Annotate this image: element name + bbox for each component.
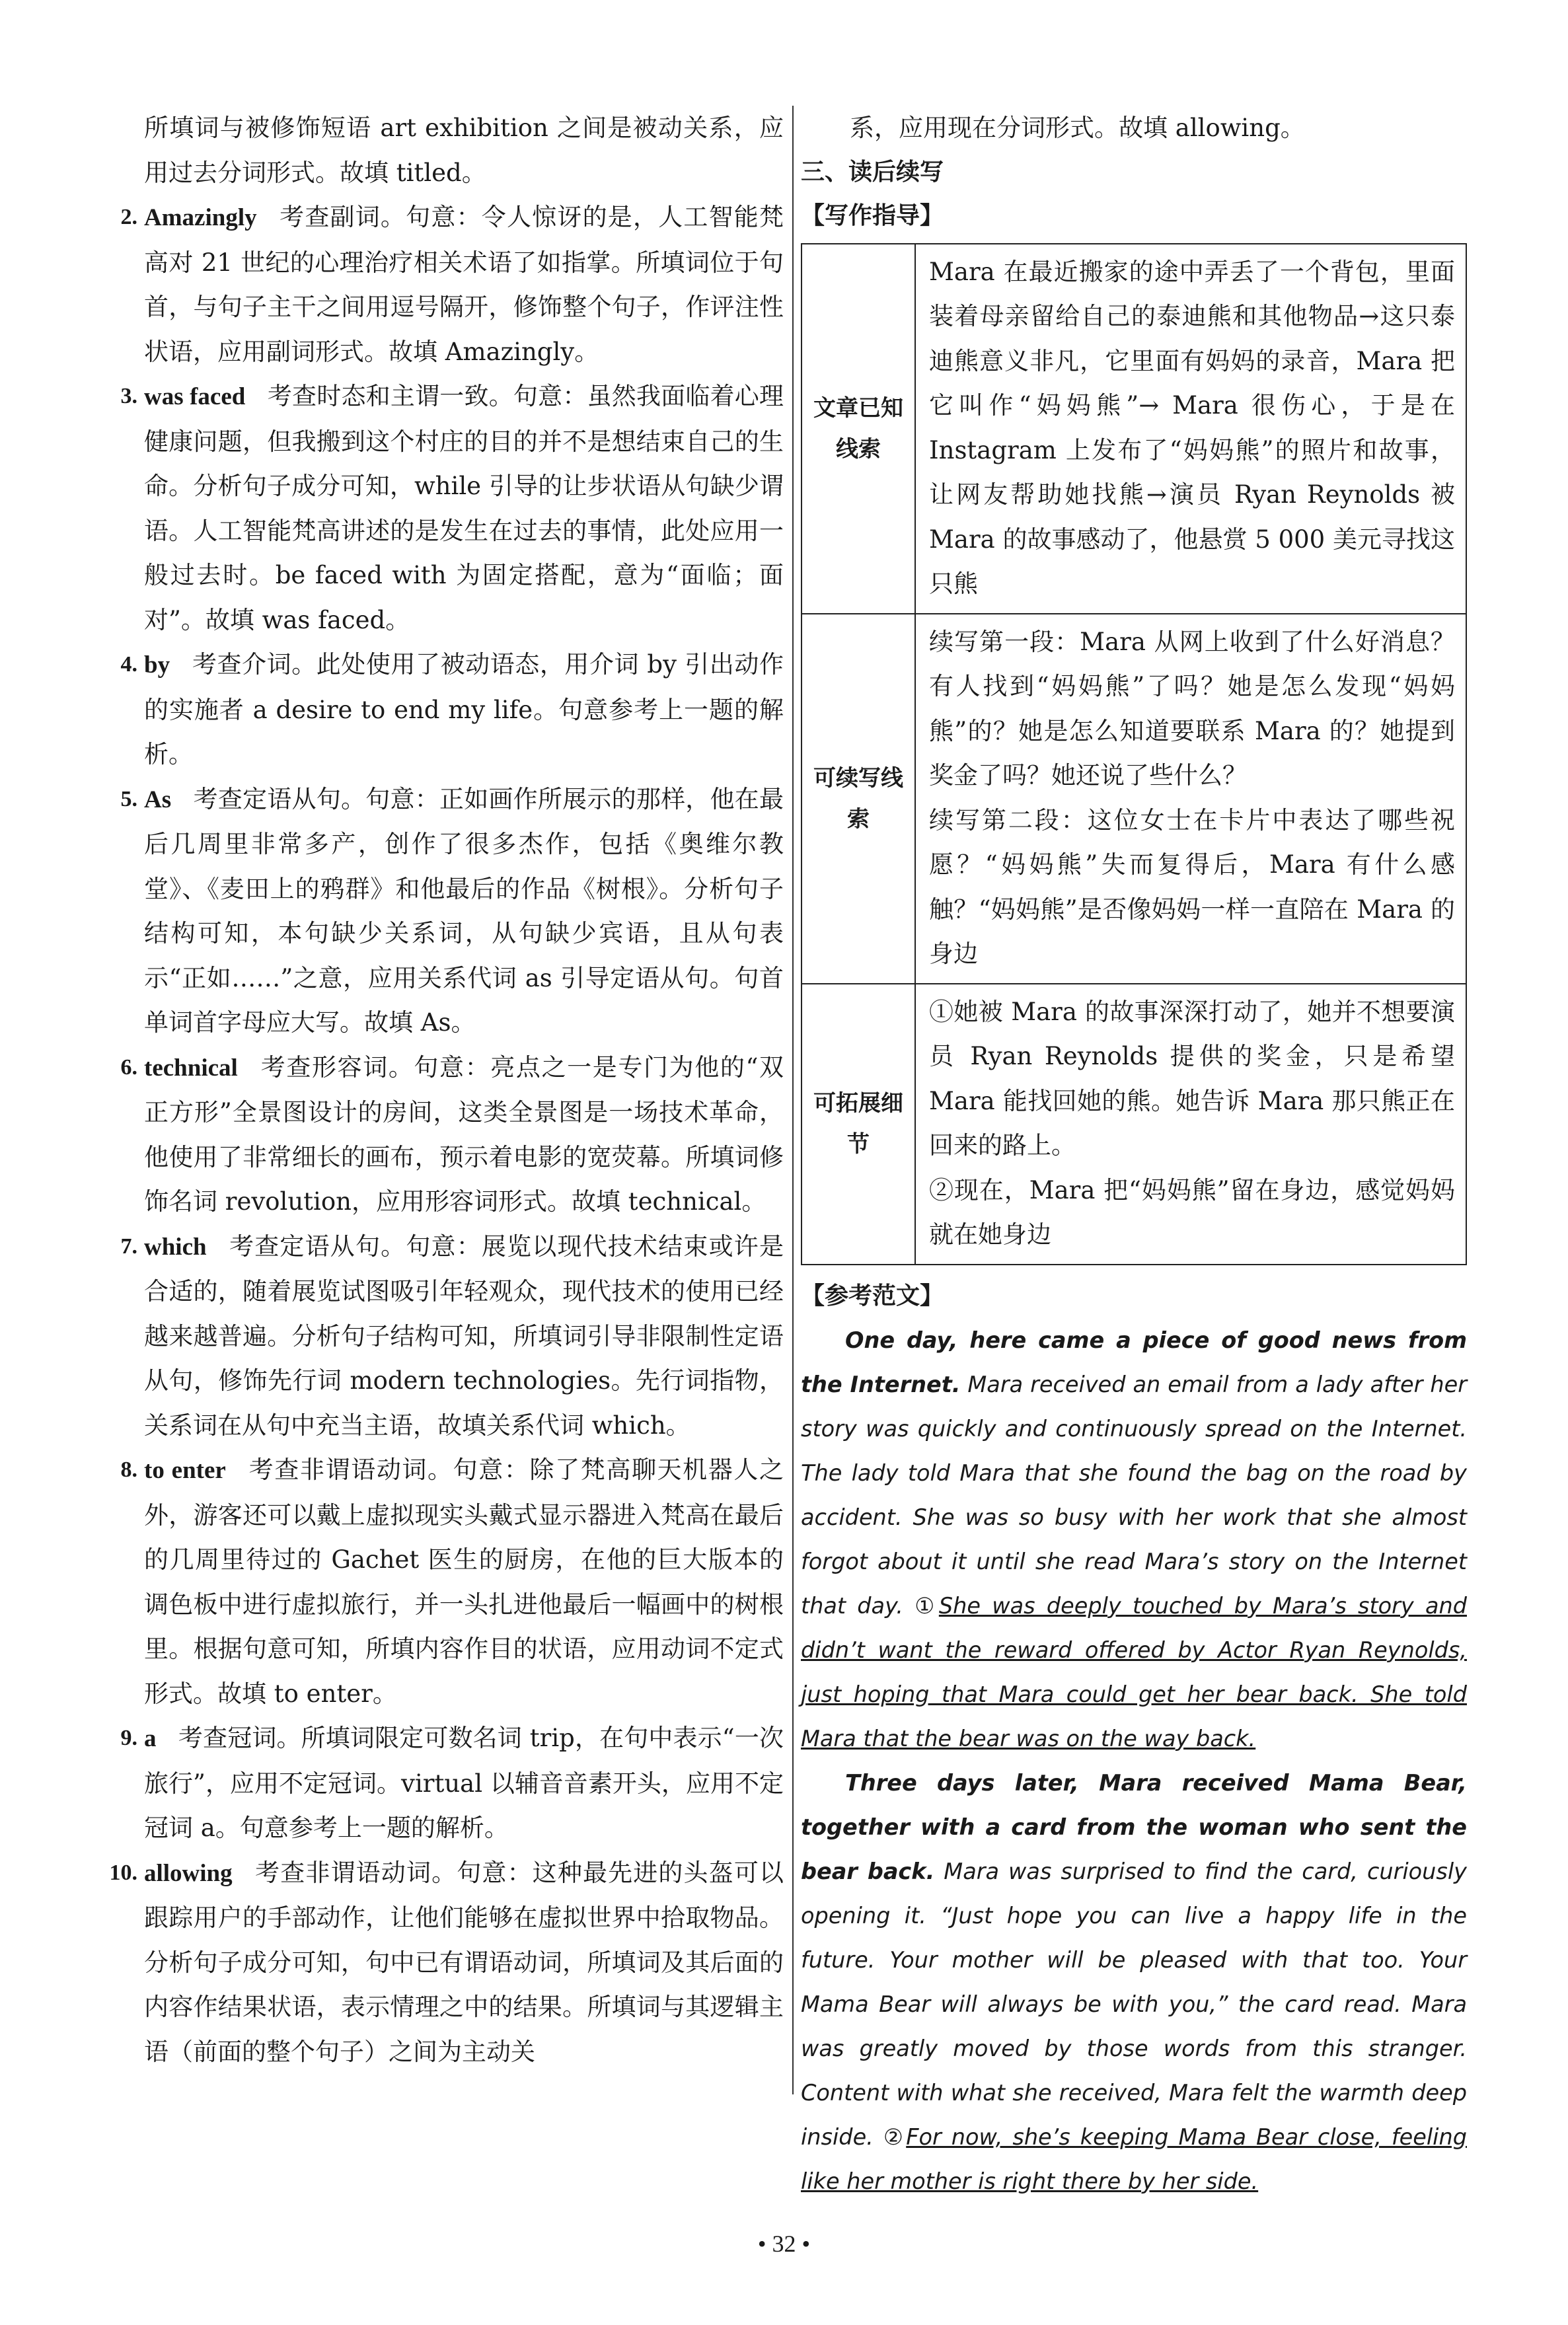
underlined-sentence: For now, she’s keeping Mama Bear close, feeling like her mother is right there by her side. — [801, 2123, 1467, 2194]
row-label: 可拓展细节 — [802, 984, 915, 1265]
explanation: 考查介词。此处使用了被动语态，用介词 by 引出动作的实施者 a desire to end my life。句意参考上一题的解析。 — [144, 650, 784, 768]
explanation: 考查定语从句。句意：正如画作所展示的那样，他在最后几周里非常多产，创作了很多杰作，包括《奥维尔教堂》、《麦田上的鸦群》和他最后的作品《树根》。分析句子结构可知，本句缺少关系词，从句缺少宾语，且从句表示“正如……”之意，应用关系代词 as 引导定语从句。句首单词首字母应大写。故填 As。 — [144, 784, 784, 1037]
item-number: 7. — [120, 1234, 137, 1259]
answer-item-3 — [106, 374, 784, 642]
explanation: 考查非谓语动词。句意：这种最先进的头盔可以跟踪用户的手部动作，让他们能够在虚拟世界中拾取物品。分析句子成分可知，句中已有谓语动词，所填词及其后面的内容作结果状语，表示情理之中的结果。所填词与其逻辑主语（前面的整个句子）之间为主动关 — [144, 1858, 784, 2066]
continuation-text: 系，应用现在分词形式。故填 allowing。 — [850, 114, 1305, 142]
answer-item-10 — [106, 1851, 784, 2075]
left-column — [106, 106, 784, 2074]
item-number: 3. — [120, 384, 137, 408]
answer-word: allowing — [144, 1859, 233, 1887]
paragraph-body: Mara was surprised to find the card, curiously opening it. “Just hope you can live a happy life in the future. Your mother will be pleased with that too. Your Mama Bear will always be with you,” the card read. Mara was greatly moved by those words from this stranger. Content with what she received, Mara felt the warmth deep inside. ② — [801, 1858, 1467, 2150]
answer-item-4 — [106, 642, 784, 777]
answer-item-2 — [106, 195, 784, 374]
sample-paragraph-1 — [801, 1318, 1467, 1761]
item-number: 4. — [120, 652, 137, 677]
answer-word: was faced — [144, 383, 246, 410]
row-text: 续写第二段：这位女士在卡片中表达了哪些祝愿？“妈妈熊”失而复得后，Mara 有什么感触？“妈妈熊”是否像妈妈一样一直陪在 Mara 的身边 — [929, 805, 1455, 968]
explanation: 考查冠词。所填词限定可数名词 trip，在句中表示“一次旅行”，应用不定冠词。virtual 以辅音音素开头，应用不定冠词 a。句意参考上一题的解析。 — [144, 1724, 784, 1842]
paragraph-opening: One day, here came a piece of good news from the Internet. — [801, 1327, 1467, 1397]
item-number: 2. — [120, 205, 137, 229]
guide-title: 【写作指导】 — [801, 202, 944, 229]
paragraph-body: Mara received an email from a lady after her story was quickly and continuously spread on the Internet. The lady told Mara that she found the bag on the road by accident. She was so busy with her work that she almost forgot about it until she read Mara’s story on the Internet that day. ① — [801, 1371, 1467, 1619]
explanation: 考查形容词。句意：亮点之一是专门为他的“双正方形”全景图设计的房间，这类全景图是一场技术革命，他使用了非常细长的画布，预示着电影的宽荧幕。所填词修饰名词 revolution，应用形容词形式。故填 technical。 — [144, 1052, 784, 1216]
item-number: 6. — [120, 1054, 137, 1080]
answer-item-9 — [106, 1716, 784, 1851]
intro-text: 所填词与被修饰短语 art exhibition 之间是被动关系，应用过去分词形式。故填 titled。 — [144, 114, 784, 187]
explanation: 考查时态和主谓一致。句意：虽然我面临着心理健康问题，但我搬到这个村庄的目的并不是想结束自己的生命。分析句子成分可知，while 引导的让步状语从句缺少谓语。人工智能梵高讲述的是发生在过去的事情，此处应用一般过去时。be faced with 为固定搭配，意为“面临；面对”。故填 was faced。 — [144, 382, 784, 634]
explanation: 考查定语从句。句意：展览以现代技术结束或许是合适的，随着展览试图吸引年轻观众，现代技术的使用已经越来越普遍。分析句子结构可知，所填词引导非限制性定语从句，修饰先行词 modern technologies。先行词指物，关系词在从句中充当主语，故填关系代词 which。 — [144, 1232, 784, 1440]
right-column — [801, 106, 1467, 2203]
answer-word: technical — [144, 1054, 238, 1082]
row-text: 续写第一段：Mara 从网上收到了什么好消息？有人找到“妈妈熊”了吗？她是怎么发现“妈妈熊”的？她是怎么知道要联系 Mara 的？她提到奖金了吗？她还说了些什么？ — [929, 627, 1455, 790]
table-row — [802, 984, 1466, 1265]
answer-item-6 — [106, 1045, 784, 1224]
answer-item-7 — [106, 1224, 784, 1448]
column-divider — [792, 106, 794, 2094]
item-number: 9. — [120, 1726, 137, 1750]
table-row — [802, 614, 1466, 984]
answer-word: Amazingly — [144, 204, 257, 231]
answer-word: to enter — [144, 1457, 226, 1484]
sample-paragraph-2 — [801, 1761, 1467, 2203]
row-label: 可续写线索 — [802, 614, 915, 984]
answer-word: As — [144, 786, 172, 813]
table-row — [802, 244, 1466, 614]
explanation: 考查非谓语动词。句意：除了梵高聊天机器人之外，游客还可以戴上虚拟现实头戴式显示器进入梵高在最后的几周里待过的 Gachet 医生的厨房，在他的巨大版本的调色板中进行虚拟旅行，并一头扎进他最后一幅画中的树根里。根据句意可知，所填内容作目的状语，应用动词不定式形式。故填 to enter。 — [144, 1456, 784, 1708]
item-number: 8. — [120, 1458, 137, 1482]
answer-item-8 — [106, 1448, 784, 1716]
item-number: 10. — [109, 1860, 137, 1885]
item-number: 5. — [120, 786, 137, 811]
row-label: 文章已知线索 — [802, 244, 915, 614]
sample-title: 【参考范文】 — [801, 1282, 944, 1310]
answer-word: by — [144, 651, 170, 679]
explanation: 考查副词。句意：令人惊讶的是，人工智能梵高对 21 世纪的心理治疗相关术语了如指掌。所填词位于句首，与句子主干之间用逗号隔开，修饰整个句子，作评注性状语，应用副词形式。故填 Amazingly。 — [144, 203, 784, 366]
underlined-sentence: She was deeply touched by Mara’s story and didn’t want the reward offered by Actor Ryan Reynolds, just hoping that Mara could get her bear back. She told Mara that the bear was on the way back. — [801, 1592, 1467, 1752]
answer-word: a — [144, 1725, 157, 1752]
row-text: ②现在，Mara 把“妈妈熊”留在身边，感觉妈妈就在她身边 — [929, 1175, 1455, 1249]
row-text: Mara 在最近搬家的途中弄丢了一个背包，里面装着母亲留给自己的泰迪熊和其他物品→这只泰迪熊意义非凡，它里面有妈妈的录音，Mara 把它叫作“妈妈熊”→ Mara 很伤心，于是在 Instagram 上发布了“妈妈熊”的照片和故事，让网友帮助她找熊→演员 Ryan Reynolds 被 Mara 的故事感动了，他悬赏 5 000 美元寻找这只熊 — [929, 257, 1455, 598]
section-title: 三、读后续写 — [801, 158, 944, 186]
answer-item-5 — [106, 777, 784, 1045]
page-number: • 32 • — [757, 2231, 811, 2257]
row-text: ①她被 Mara 的故事深深打动了，她并不想要演员 Ryan Reynolds 提供的奖金，只是希望 Mara 能找回她的熊。她告诉 Mara 那只熊正在回来的路上。 — [929, 997, 1455, 1160]
answer-word: which — [144, 1233, 207, 1261]
writing-guide-table — [801, 243, 1467, 1265]
paragraph-opening: Three days later, Mara received Mama Bear, together with a card from the woman who sent the bear back. — [801, 1769, 1467, 1884]
